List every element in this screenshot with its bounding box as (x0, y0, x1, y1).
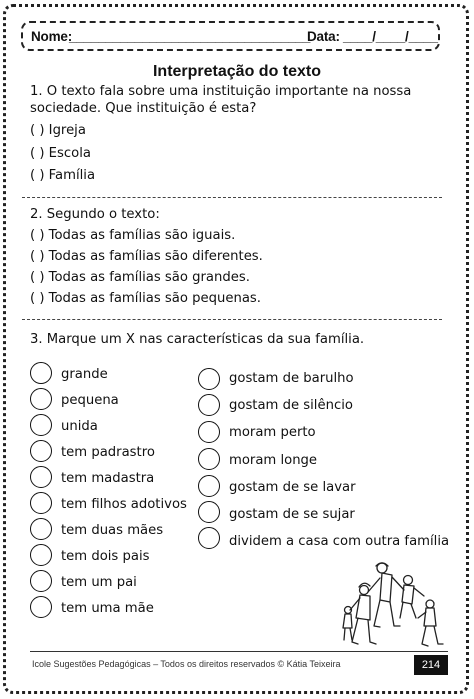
q3-option-label: gostam de se lavar (229, 480, 356, 495)
checkbox-circle[interactable] (198, 368, 220, 390)
checkbox-circle[interactable] (30, 388, 52, 410)
q3-option-label: pequena (61, 393, 119, 408)
checkbox-circle[interactable] (30, 414, 52, 436)
q3-option-label: moram longe (229, 453, 318, 468)
q3-option-label: unida (61, 419, 98, 434)
q2-option-pequenas[interactable]: ( ) Todas as famílias são pequenas. (30, 291, 261, 306)
checkbox-circle[interactable] (30, 544, 52, 566)
checkbox-circle[interactable] (198, 527, 220, 549)
q3-option-label: tem dois pais (61, 549, 150, 564)
q2-option-diferentes[interactable]: ( ) Todas as famílias são diferentes. (30, 249, 263, 264)
q1-line-1: 1. O texto fala sobre uma instituição importante na nossa (30, 84, 412, 99)
checkbox-circle[interactable] (30, 570, 52, 592)
worksheet-title: Interpretação do texto (152, 63, 322, 80)
checkbox-circle[interactable] (30, 518, 52, 540)
checkbox-circle[interactable] (30, 466, 52, 488)
footer-credits: Icole Sugestões Pedagógicas – Todos os direitos reservados © Kátia Teixeira (32, 659, 341, 669)
q3-option-label: tem madastra (61, 471, 155, 486)
date-label: Data: (307, 29, 340, 44)
q1-option-igreja[interactable]: ( ) Igreja (30, 123, 86, 138)
q2-option-iguais[interactable]: ( ) Todas as famílias são iguais. (30, 228, 236, 243)
checkbox-circle[interactable] (30, 492, 52, 514)
q3-option-label: tem uma mãe (61, 601, 154, 616)
header-box (21, 21, 440, 51)
q3-option-label: gostam de barulho (229, 371, 354, 386)
section-divider (22, 197, 442, 198)
checkbox-circle[interactable] (30, 440, 52, 462)
q3-option-label: moram perto (229, 425, 316, 440)
q3-option-label: gostam de se sujar (229, 507, 355, 522)
q3-option-label: tem filhos adotivos (61, 497, 187, 512)
page-number: 214 (414, 655, 448, 675)
checkbox-circle[interactable] (198, 394, 220, 416)
q1-option-familia[interactable]: ( ) Família (30, 168, 96, 183)
checkbox-circle[interactable] (30, 362, 52, 384)
checkbox-circle[interactable] (198, 421, 220, 443)
q1-line-2: sociedade. Que instituição é esta? (30, 101, 257, 116)
q3-option-label: gostam de silêncio (229, 398, 353, 413)
q3-option-label: tem um pai (61, 575, 137, 590)
checkbox-circle[interactable] (198, 448, 220, 470)
date-blank[interactable]: ____/____/____ (343, 29, 438, 44)
q3-prompt: 3. Marque um X nas características da sua família. (30, 332, 365, 347)
footer-divider (30, 651, 448, 652)
q3-option-label: grande (61, 367, 108, 382)
name-label: Nome: (31, 29, 73, 44)
q3-option-label: tem padrastro (61, 445, 155, 460)
q2-prompt: 2. Segundo o texto: (30, 207, 160, 222)
checkbox-circle[interactable] (30, 596, 52, 618)
name-blank[interactable]: _________________________________ (69, 29, 311, 44)
q1-option-escola[interactable]: ( ) Escola (30, 146, 91, 161)
checkbox-circle[interactable] (198, 475, 220, 497)
q3-option-label: tem duas mães (61, 523, 164, 538)
checkbox-circle[interactable] (198, 501, 220, 523)
section-divider (22, 319, 442, 320)
q2-option-grandes[interactable]: ( ) Todas as famílias são grandes. (30, 270, 250, 285)
q3-option-label: dividem a casa com outra família (229, 534, 450, 549)
family-walking-icon (340, 560, 444, 650)
